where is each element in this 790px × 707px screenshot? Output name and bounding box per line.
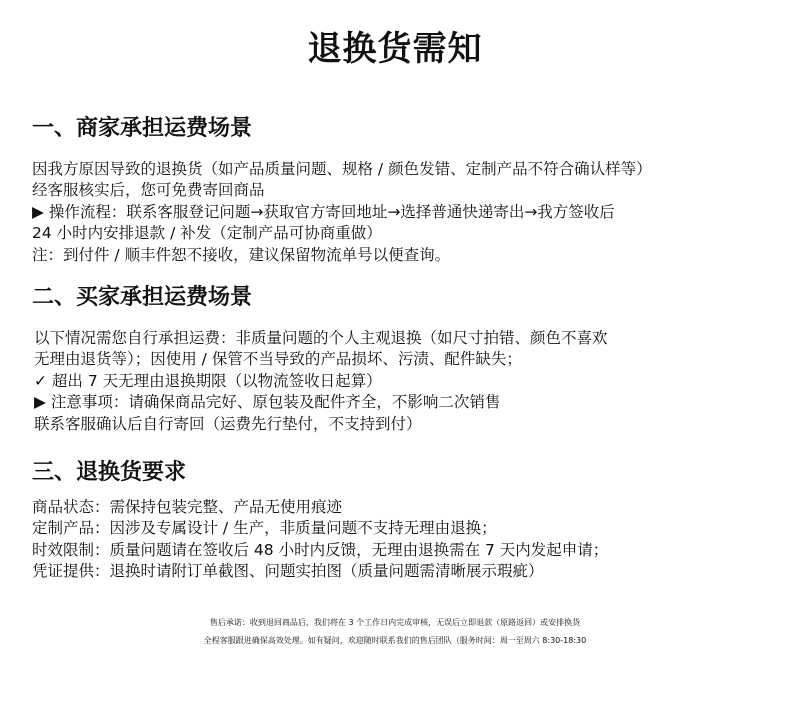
body-line: 因我方原因导致的退换货（如产品质量问题、规格 / 颜色发错、定制产品不符合确认样等）: [32, 160, 652, 178]
body-line: 经客服核实后，您可免费寄回商品: [32, 181, 265, 200]
footer-line-after-sales-promise: 售后承诺：收到退回商品后，我们将在 3 个工作日内完成审核，无误后立即退款（原路返回）或安排换货: [209, 618, 581, 627]
body-line: ✓ 超出 7 天无理由退换期限（以物流签收日起算）: [34, 371, 382, 390]
body-line: 以下情况需您自行承担运费：非质量问题的个人主观退换（如尺寸拍错、颜色不喜欢: [34, 329, 608, 347]
body-line: 商品状态：需保持包装完整、产品无使用痕迹: [32, 498, 343, 516]
body-line: 联系客服确认后自行寄回（运费先行垫付，不支持到付）: [34, 414, 422, 433]
body-line: 无理由退货等）；因使用 / 保管不当导致的产品损坏、污渍、配件缺失；: [34, 350, 522, 369]
section-body-seller-pays: [32, 159, 652, 266]
footer-line-service-hours: 全程客服跟进确保高效处理。如有疑问，欢迎随时联系我们的售后团队（服务时间：周一至周六 8:30-18:30: [203, 636, 587, 645]
body-line: 凭证提供：退换时请附订单截图、问题实拍图（质量问题需清晰展示瑕疵）: [32, 562, 544, 581]
body-line: 时效限制：质量问题请在签收后 48 小时内反馈，无理由退换需在 7 天内发起申请；: [32, 540, 609, 559]
body-line: 24 小时内安排退款 / 补发（定制产品可协商重做）: [32, 224, 382, 243]
section-heading-requirements: 三、退换货要求: [32, 460, 187, 485]
section-body-requirements: [32, 497, 608, 583]
section-body-buyer-pays: [34, 328, 608, 435]
body-line: 注：到付件 / 顺丰件恕不接收，建议保留物流单号以便查询。: [32, 245, 451, 264]
body-line: 定制产品：因涉及专属设计 / 生产，非质量问题不支持无理由退换；: [32, 519, 497, 538]
section-heading-buyer-pays: 二、买家承担运费场景: [32, 285, 253, 310]
section-heading-seller-pays: 一、商家承担运费场景: [32, 116, 253, 141]
body-line: ▶ 注意事项：请确保商品完好、原包装及配件齐全，不影响二次销售: [34, 393, 501, 412]
page-title: 退换货需知: [307, 29, 483, 69]
body-line: ▶ 操作流程：联系客服登记问题→获取官方寄回地址→选择普通快递寄出→我方签收后: [32, 202, 615, 221]
